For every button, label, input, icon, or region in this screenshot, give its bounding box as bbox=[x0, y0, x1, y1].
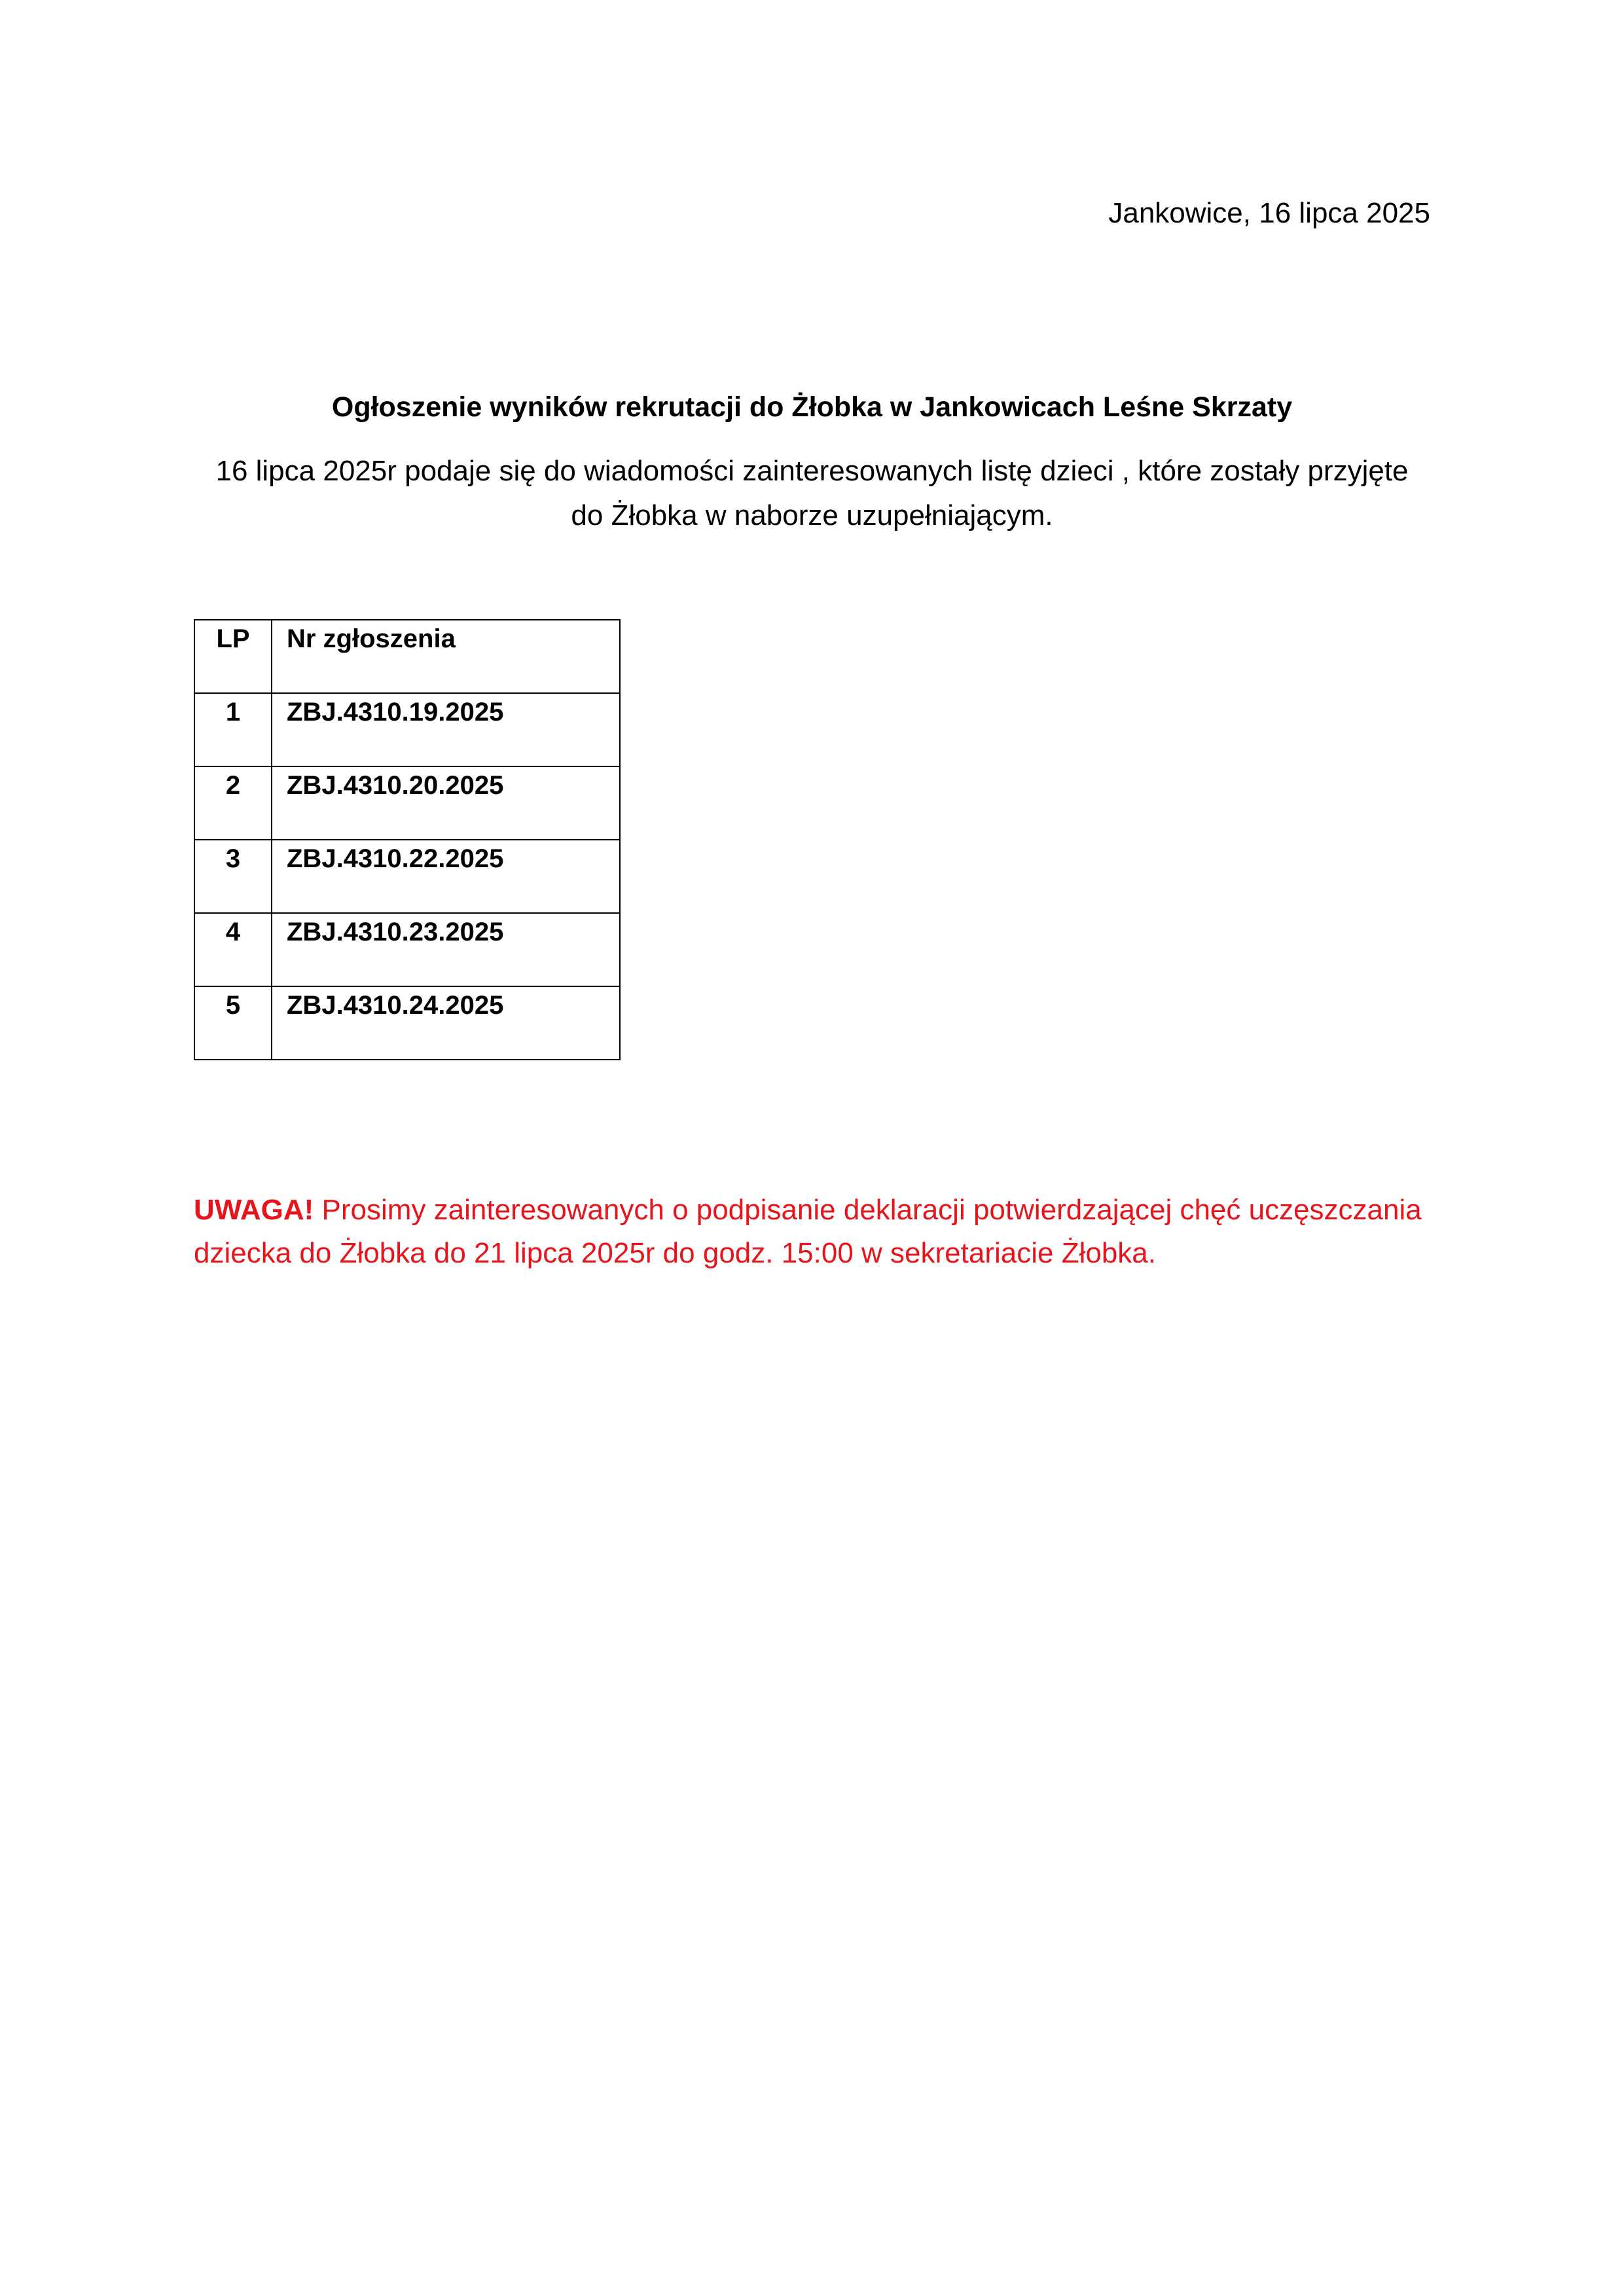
cell-lp: 4 bbox=[194, 913, 272, 986]
results-table bbox=[194, 619, 621, 1060]
table-row bbox=[194, 986, 620, 1060]
table-header-row bbox=[194, 620, 620, 693]
notice-line-2: dziecka do Żłobka do 21 lipca 2025r do godz. 15:00 w sekretariacie Żłobka. bbox=[194, 1237, 1156, 1269]
document-title: Ogłoszenie wyników rekrutacji do Żłobka w Jankowicach Leśne Skrzaty bbox=[331, 391, 1293, 423]
cell-lp: 5 bbox=[194, 986, 272, 1060]
notice-paragraph bbox=[194, 1189, 1437, 1275]
table-row bbox=[194, 693, 620, 766]
cell-lp: 3 bbox=[194, 840, 272, 913]
table-row bbox=[194, 913, 620, 986]
header-lp: LP bbox=[194, 620, 272, 693]
table-row bbox=[194, 766, 620, 840]
intro-line-1: 16 lipca 2025r podaje się do wiadomości zainteresowanych listę dzieci , które zostały przyjęte bbox=[215, 455, 1409, 487]
header-nr-zgloszenia: Nr zgłoszenia bbox=[272, 620, 620, 693]
cell-nr: ZBJ.4310.22.2025 bbox=[272, 840, 620, 913]
cell-nr: ZBJ.4310.19.2025 bbox=[272, 693, 620, 766]
cell-nr: ZBJ.4310.24.2025 bbox=[272, 986, 620, 1060]
intro-line-2: do Żłobka w naborze uzupełniającym. bbox=[571, 499, 1053, 531]
cell-nr: ZBJ.4310.20.2025 bbox=[272, 766, 620, 840]
cell-lp: 1 bbox=[194, 693, 272, 766]
place-date: Jankowice, 16 lipca 2025 bbox=[1108, 197, 1430, 229]
intro-paragraph bbox=[194, 449, 1430, 538]
table-row bbox=[194, 840, 620, 913]
cell-lp: 2 bbox=[194, 766, 272, 840]
notice-label: UWAGA! bbox=[194, 1194, 314, 1226]
cell-nr: ZBJ.4310.23.2025 bbox=[272, 913, 620, 986]
notice-line-1: Prosimy zainteresowanych o podpisanie deklaracji potwierdzającej chęć uczęszczania bbox=[321, 1194, 1422, 1226]
